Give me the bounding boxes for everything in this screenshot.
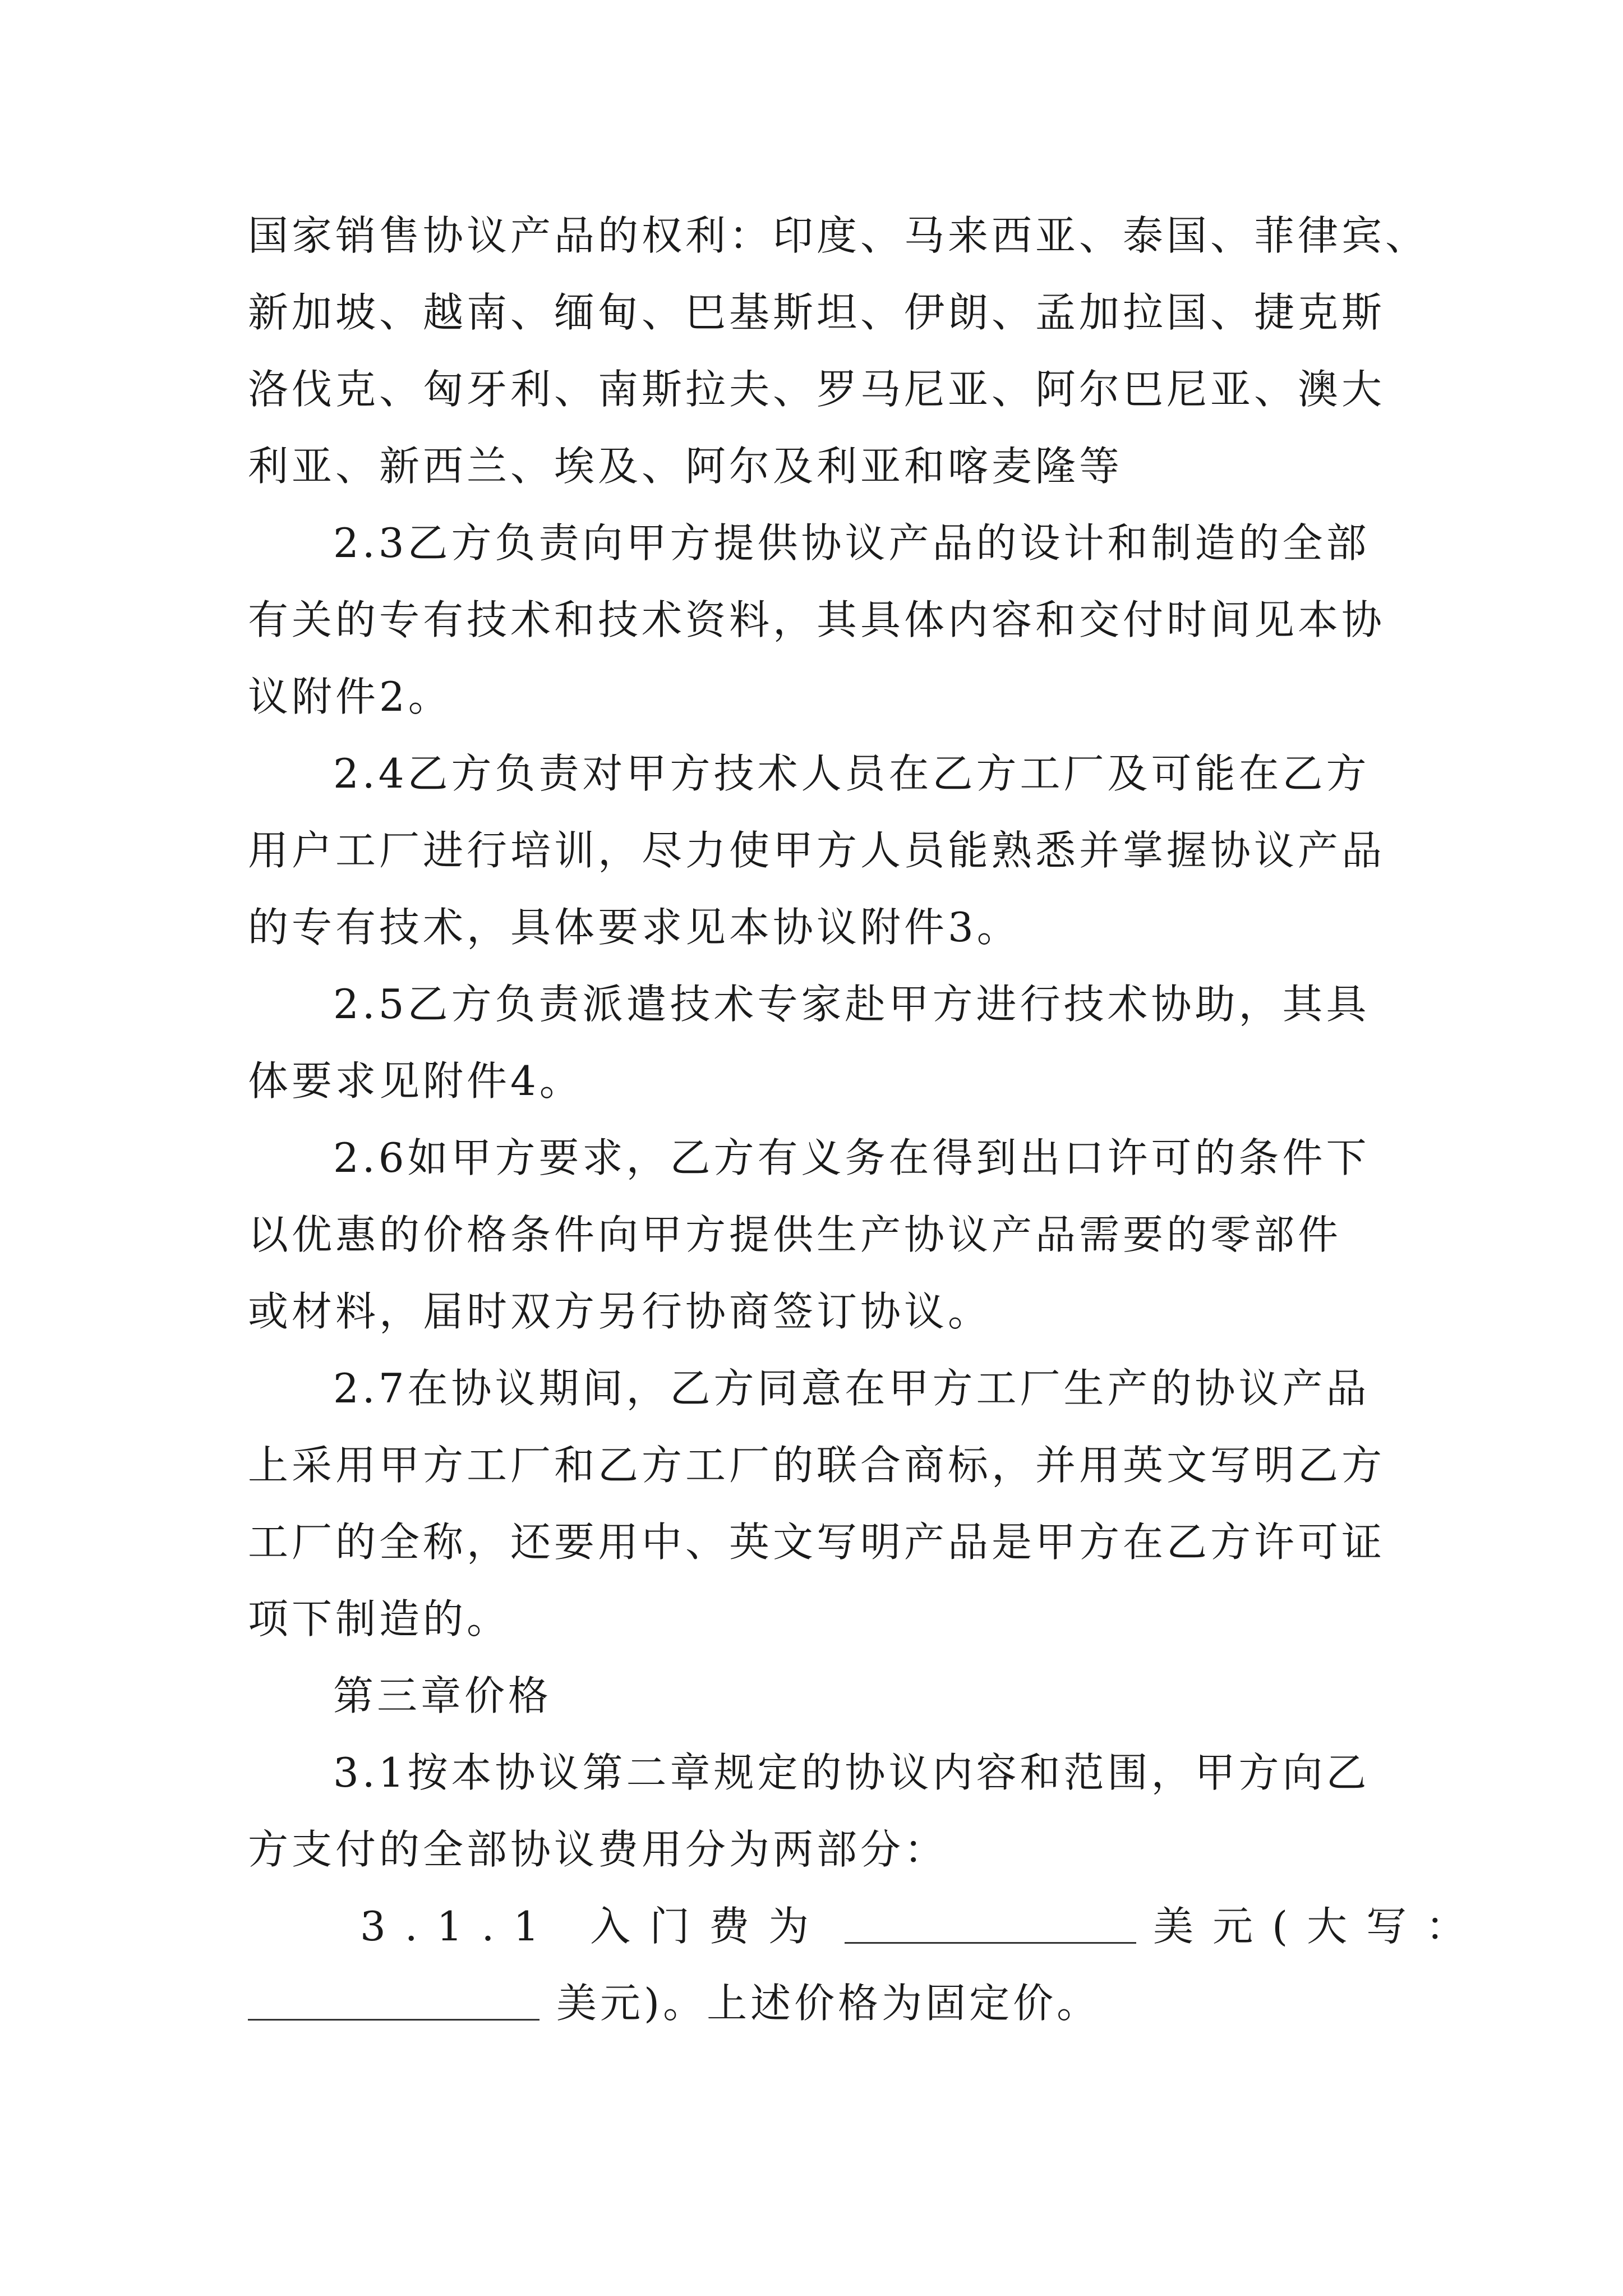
text-line: 利亚、新西兰、埃及、阿尔及利亚和喀麦隆等: [248, 443, 1123, 490]
clause-3-1: 3.1按本协议第二章规定的协议内容和范围，甲方向乙: [333, 1749, 1370, 1796]
text-line: 的专有技术，具体要求见本协议附件3。: [248, 904, 1021, 951]
text-line: 方支付的全部协议费用分为两部分：: [248, 1826, 948, 1873]
text-line: 或材料，届时双方另行协商签订协议。: [248, 1288, 992, 1335]
text-line: 项下制造的。: [248, 1595, 511, 1642]
amount-words-blank[interactable]: [248, 1985, 540, 2021]
clause-3-1-1: [360, 1898, 1485, 1954]
text-line: 上采用甲方工厂和乙方工厂的联合商标，并用英文写明乙方: [248, 1442, 1386, 1489]
text-line: 工厂的全称，还要用中、英文写明产品是甲方在乙方许可证: [248, 1519, 1386, 1566]
clause-3-1-1-middle: 美元(大写：: [1153, 1903, 1486, 1950]
text-line: 体要求见附件4。: [248, 1057, 583, 1105]
text-line: 新加坡、越南、缅甸、巴基斯坦、伊朗、孟加拉国、捷克斯: [248, 289, 1386, 336]
text-line: 以优惠的价格条件向甲方提供生产协议产品需要的零部件: [248, 1211, 1342, 1258]
amount-blank[interactable]: [845, 1908, 1136, 1944]
text-line: [248, 1975, 1100, 2031]
clause-2-3: 2.3乙方负责向甲方提供协议产品的设计和制造的全部: [333, 519, 1370, 567]
text-line: 用户工厂进行培训，尽力使甲方人员能熟悉并掌握协议产品: [248, 827, 1386, 874]
text-line: 洛伐克、匈牙利、南斯拉夫、罗马尼亚、阿尔巴尼亚、澳大: [248, 366, 1386, 413]
text-line: 有关的专有技术和技术资料，其具体内容和交付时间见本协: [248, 596, 1386, 643]
text-line: 议附件2。: [248, 673, 452, 720]
clause-2-6: 2.6如甲方要求，乙方有义务在得到出口许可的条件下: [333, 1134, 1370, 1181]
clause-2-5: 2.5乙方负责派遣技术专家赴甲方进行技术协助，其具: [333, 981, 1370, 1028]
clause-2-4: 2.4乙方负责对甲方技术人员在乙方工厂及可能在乙方: [333, 750, 1370, 797]
text-line: 国家销售协议产品的权利：印度、马来西亚、泰国、菲律宾、: [248, 212, 1430, 259]
clause-2-7: 2.7在协议期间，乙方同意在甲方工厂生产的协议产品: [333, 1365, 1370, 1412]
clause-3-1-1-prefix: 3.1.1 入门费为: [360, 1903, 828, 1950]
chapter-heading: 第三章价格: [333, 1672, 552, 1719]
clause-3-1-1-suffix: 美元)。上述价格为固定价。: [556, 1980, 1101, 2027]
